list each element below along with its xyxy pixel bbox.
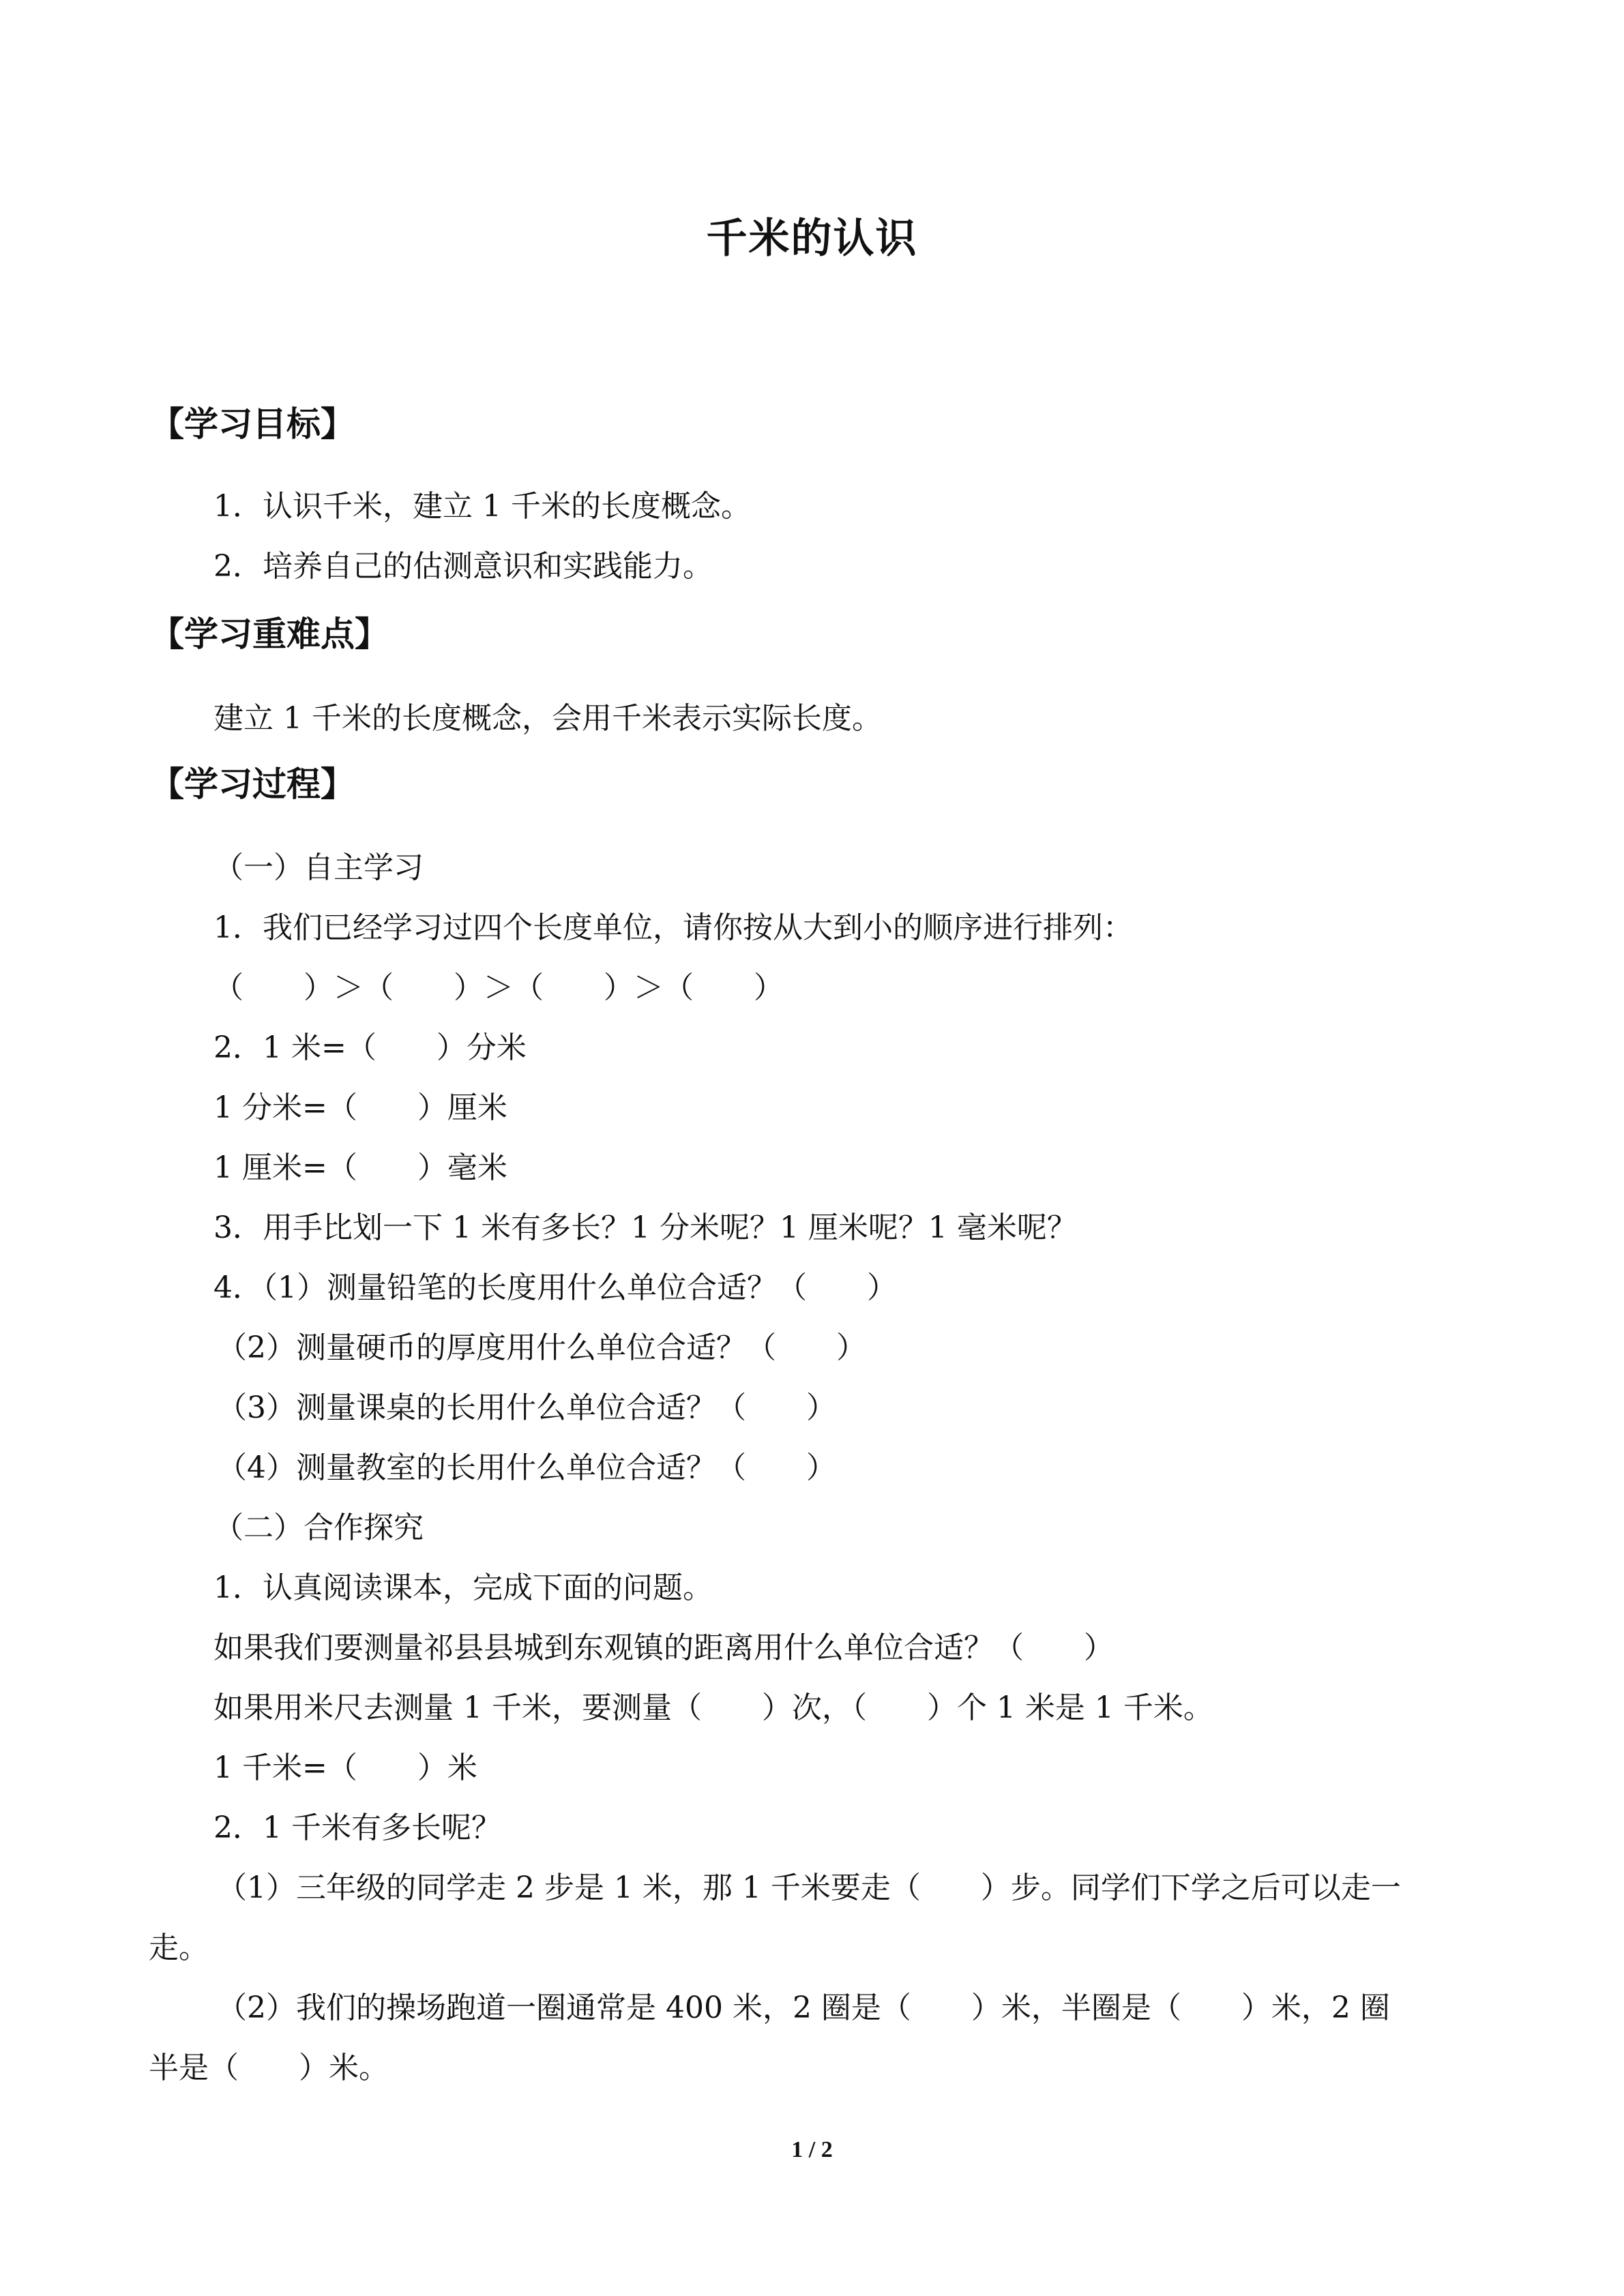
question-line: 如果用米尺去测量 1 千米，要测量（ ）次，（ ）个 1 米是 1 千米。 (213, 1690, 1213, 1725)
question-line: 如果我们要测量祁县县城到东观镇的距离用什么单位合适？（ ） (213, 1630, 1114, 1665)
question-line: （3）测量课桌的长用什么单位合适？（ ） (217, 1390, 836, 1425)
question-line: 1 分米=（ ）厘米 (213, 1090, 507, 1125)
question-line: 2．1 米=（ ）分米 (213, 1030, 527, 1065)
question-line: 1 厘米=（ ）毫米 (213, 1150, 507, 1185)
answer-blanks-line: （ ）＞（ ）＞（ ）＞（ ） (213, 970, 784, 1005)
question-line-continuation: 半是（ ）米。 (149, 2051, 389, 2085)
question-line: （1）三年级的同学走 2 步是 1 米，那 1 千米要走（ ）步。同学们下学之后可以走一 (217, 1870, 1401, 1905)
key-points-text: 建立 1 千米的长度概念，会用千米表示实际长度。 (213, 701, 882, 736)
question-line: （2）我们的操场跑道一圈通常是 400 米，2 圈是（ ）米，半圈是（ ）米，2 圈 (217, 1991, 1390, 2025)
subsection-heading-cooperation: （二）合作探究 (213, 1510, 424, 1545)
page-title: 千米的认识 (706, 215, 918, 263)
question-line: （4）测量教室的长用什么单位合适？（ ） (217, 1450, 836, 1485)
goal-item: 1．认识千米，建立 1 千米的长度概念。 (213, 489, 751, 524)
question-line: 1．我们已经学习过四个长度单位，请你按从大到小的顺序进行排列： (213, 910, 1133, 945)
question-line: 1 千米=（ ）米 (213, 1750, 477, 1785)
question-line: 2．1 千米有多长呢？ (213, 1810, 501, 1845)
question-line: 1．认真阅读课本，完成下面的问题。 (213, 1570, 713, 1605)
goal-item: 2．培养自己的估测意识和实践能力。 (213, 549, 713, 584)
subsection-heading-self-study: （一）自主学习 (213, 850, 424, 885)
question-line: 4．（1）测量铅笔的长度用什么单位合适？（ ） (213, 1270, 897, 1305)
question-line: 3．用手比划一下 1 米有多长？1 分米呢？1 厘米呢？1 毫米呢？ (213, 1210, 1077, 1245)
question-line-continuation: 走。 (149, 1930, 209, 1965)
page-number: 1 / 2 (791, 2137, 833, 2162)
section-heading-goals: 【学习目标】 (150, 404, 355, 444)
section-heading-key-points: 【学习重难点】 (150, 614, 389, 654)
question-line: （2）测量硬币的厚度用什么单位合适？（ ） (217, 1330, 866, 1365)
section-heading-process: 【学习过程】 (150, 764, 355, 804)
